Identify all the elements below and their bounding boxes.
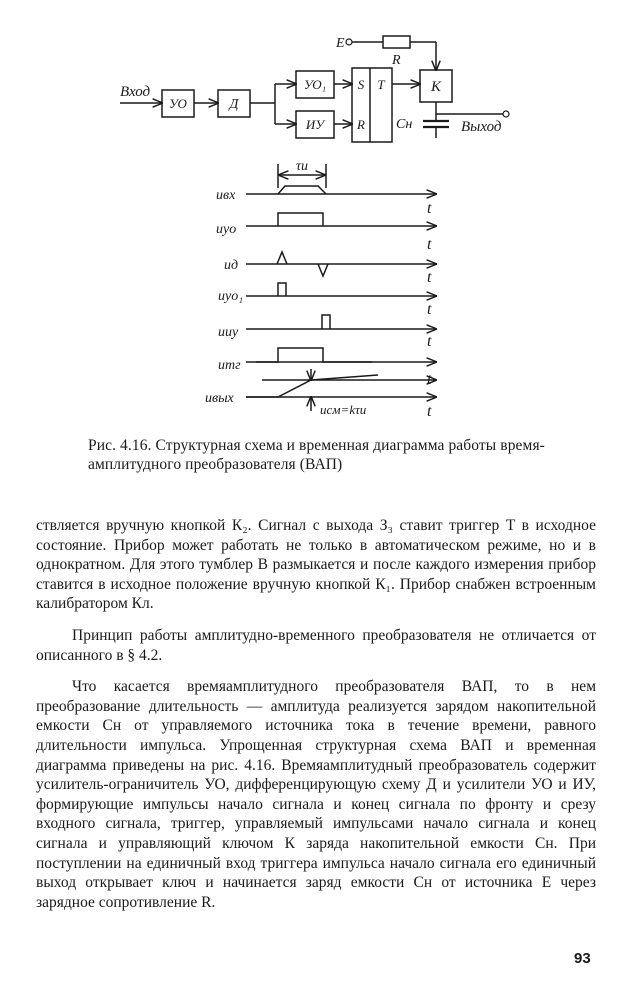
trigger-t-label: T: [377, 77, 385, 92]
signal-label-u-uo: uуо: [216, 222, 237, 237]
timing-diagram: [246, 164, 436, 411]
time-label-2: t: [427, 236, 432, 253]
block-uo1-label: УО₁: [303, 77, 327, 92]
signal-label-u-vx: uвх: [216, 188, 236, 203]
time-label-6: t: [427, 371, 432, 388]
resistor-r: [383, 36, 410, 48]
wave-u-vx: [278, 186, 326, 194]
page-number: 93: [574, 950, 591, 967]
figure-4-16: [0, 0, 635, 430]
wave-u-uo: [278, 213, 323, 226]
label-input: Вход: [120, 84, 151, 100]
signal-label-u-tg: uтг: [218, 358, 241, 373]
label-r: R: [392, 53, 401, 68]
wave-u-d-neg: [318, 264, 328, 276]
block-key-label: К: [431, 79, 441, 95]
wave-u-d-pos: [277, 252, 287, 264]
wave-u-iu: [322, 315, 330, 329]
paragraph-1: ствляется вручную кнопкой К₂. Сигнал с выхода З₃ ставит триггер T в исходное состояние. Прибор может работать не только в автоматическом режиме, но и в однократном. Для этого тумблер B размыкается и после каждого измерения прибор ставится в исходное положение вручную кнопкой К₁. Прибор снабжен встроенным калибратором Кл.: [36, 517, 596, 613]
label-output: Выход: [461, 119, 502, 135]
signal-label-u-vyx: uвых: [205, 391, 234, 406]
time-label-5: t: [427, 333, 432, 350]
time-label-3: t: [427, 269, 432, 286]
trigger-s-label: S: [357, 77, 365, 92]
block-iu-label: ИУ: [305, 117, 325, 132]
time-label-1: t: [427, 200, 432, 217]
wave-u-vyx: [246, 375, 378, 397]
wave-u-uo1: [278, 283, 286, 296]
signal-label-u-d: uд: [224, 258, 239, 273]
body-text: [36, 516, 596, 912]
time-label-4: t: [427, 301, 432, 318]
paragraph-2: Принцип работы амплитудно-временного преобразователя не отличается от описанного в § 4.2.: [36, 626, 596, 664]
figure-caption: Рис. 4.16. Структурная схема и временная диаграмма работы время-амплитудного преобразователя (ВАП): [88, 437, 545, 473]
label-e: E: [336, 36, 345, 51]
trigger-r-label: R: [357, 117, 365, 132]
label-tau: τи: [295, 159, 309, 174]
wave-u-tg: [256, 348, 372, 362]
block-uo-label: УО: [169, 96, 187, 111]
signal-label-u-uo1: uуо₁: [218, 289, 244, 304]
signal-label-u-iu: uиу: [218, 325, 239, 340]
paragraph-3: Что касается времяамплитудного преобразователя ВАП, то в нем преобразование длительность — амплитуда реализуется зарядом накопительной емкости Cн от управляемого источника тока в течение времени, равного длительности импульса. Упрощенная структурная схема ВАП и временная диаграмма приведены на рис. 4.16. Времяамплитудный преобразователь содержит усилитель-ограничитель УО, дифференцирующую схему Д и усилители УО и ИУ, формирующие импульсы начало сигнала и конец сигнала по фронту и срезу входного сигнала, триггер, управляемый импульсами начало сигнала и конец сигнала и управляющий ключом К заряда накопительной емкости Cн. При поступлении на единичный вход триггера импульса начало сигнала его единичный выход открывает ключ и начинается заряд емкости Cн от источника E через зарядное сопротивление R.: [36, 678, 596, 911]
block-d-label: Д: [229, 97, 239, 112]
label-u-cm: uсм=kτи: [320, 402, 367, 417]
time-label-7: t: [427, 403, 432, 420]
label-cn: Cн: [396, 117, 413, 132]
